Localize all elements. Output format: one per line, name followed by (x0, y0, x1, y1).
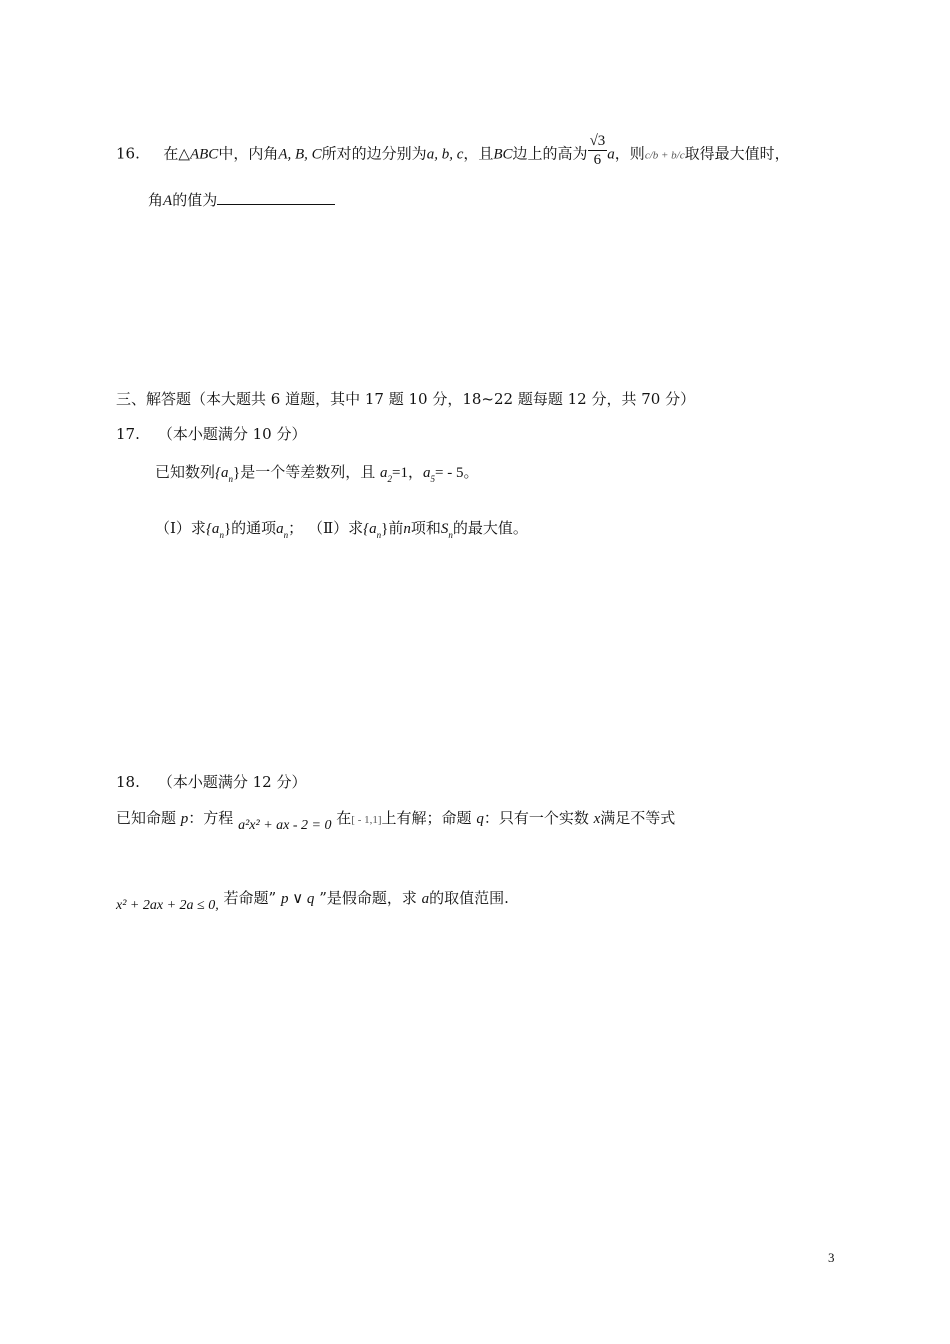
q17-parts: （Ⅰ）求$\{a_n\}$的通项$a_n$； （Ⅱ）求$\{a_n\}$前n项和$S_n$的最大值。 (155, 519, 528, 540)
faded-expression: c/b + b/c (644, 149, 685, 162)
q17-given: 已知数列$\{a_n\}$是一个等差数列，且 $a_2=1$，$a_5= - 5$。 (155, 463, 479, 484)
q18-line1: 已知命题 p：方程 a²x² + ax - 2 = 0 在[ - 1,1]上有解；命题 q：只有一个实数 x满足不等式 (116, 809, 676, 833)
q18-line2: x² + 2ax + 2a ≤ 0, 若命题” p ∨ q ”是假命题，求 a的取值范围. (116, 889, 509, 913)
q16-line2: 角A的值为 (148, 190, 335, 211)
q16-number: 16. (116, 144, 140, 163)
answer-blank (217, 190, 335, 205)
section3-heading: 三、解答题（本大题共 6 道题，其中 17 题 10 分，18~22 题每题 12 分，共 70 分） (116, 390, 696, 408)
q18-header: 18. （本小题满分 12 分） (116, 773, 307, 791)
page-number: 3 (828, 1250, 835, 1265)
q17-header: 17. （本小题满分 10 分） (116, 425, 307, 443)
height-fraction: $\frac{√3}{6}$ (589, 133, 606, 168)
q16-line1: 16. 在△ABC中，内角A, B, C所对的边分别为a, b, c，且BC边上的高为 $\frac{√3}{6}$ a，则c/b + b/c取得最大值时， (116, 133, 790, 168)
